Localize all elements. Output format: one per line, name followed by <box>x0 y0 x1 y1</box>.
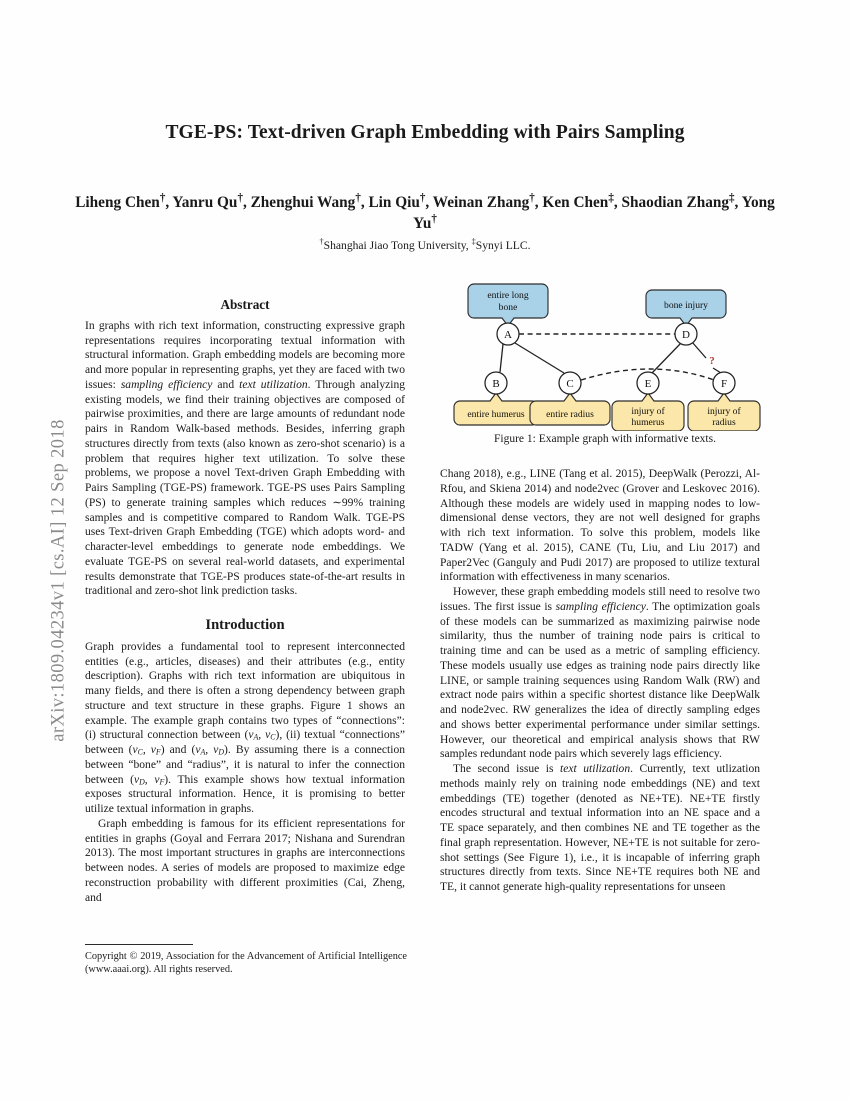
yellow-bubble-injury-of-radius <box>688 393 760 431</box>
figure-1-caption: Figure 1: Example graph with informative texts. <box>494 433 716 445</box>
node-label-C: C <box>566 378 574 390</box>
blue-bubble-bone-injury <box>646 290 726 326</box>
affiliation-line: †Shanghai Jiao Tong University, ‡Synyi LLC. <box>319 236 531 252</box>
node-label-B: B <box>492 378 500 390</box>
yellow-bubble-E-line1: injury of <box>631 406 665 417</box>
graph-node-F <box>713 372 735 394</box>
graph-node-C <box>559 372 581 394</box>
node-label-F: F <box>720 378 728 390</box>
yellow-bubble-B-line1: entire humerus <box>467 409 525 420</box>
graph-node-E <box>637 372 659 394</box>
introduction-heading: Introduction <box>205 617 285 634</box>
solid-edge-A-C <box>515 343 564 373</box>
blue-bubble-A-line2: bone <box>498 302 518 313</box>
blue-bubble-D-line1: bone injury <box>664 300 708 311</box>
abstract-body: In graphs with rich text information, constructing expressive graph representations requires incorporating textual information with structural information. Graph embedding models are becoming more and more popular in representing graphs, yet they are faced with two issues: sampling efficiency and text utilization. Through analyzing existing models, we find their training objectives are composed of pairwise proximities, and there are large amounts of redundant node pairs in Random Walk-based methods. Besides, inferring graph structures directly from texts (also known as zero-shot scenario) is a problem that requires higher text utilization. To solve these problems, we propose a novel Text-driven Graph Embedding with Pairs Sampling (TGE-PS) framework. TGE-PS uses Pairs Sampling (PS) to generate training samples which reduces ∼99% training samples and is competitive compared to Random Walk. TGE-PS uses Text-driven Graph Embedding (TGE) which adopts word- and character-level embeddings to generate node embeddings. We evaluate TGE-PS on several real-world datasets, and experimental results demonstrate that TGE-PS produces state-of-the-art results in traditional and zero-shot link prediction tasks. <box>85 319 405 598</box>
figure-1 <box>440 276 770 445</box>
question-mark-label: ? <box>709 355 715 367</box>
right-paragraph-3: The second issue is text utilization. Currently, text utlization methods mainly rely on training node embeddings (NE) and text embeddings (TE) together (denoted as NE+TE). NE+TE firstly encodes structural and textual information into an NE space and a TE space separately, and then combines NE and TE together as the final graph representation. However, NE+TE is not suitable for zero-shot settings (See Figure 1), i.e., it is incapable of inferring graph structures directly from texts. Since NE+TE requires both NE and TE, it cannot generate high-quality representations for unseen <box>440 763 760 893</box>
arxiv-stamp: arXiv:1809.04234v1 [cs.AI] 12 Sep 2018 <box>48 419 69 742</box>
right-paragraph-2: However, these graph embedding models still need to resolve two issues. The first issue is sampling efficiency. The optimization goals of these models can be summarized as maximizing pairwise node similarity, thus the number of training node pairs is critical to training time and can be used as a metric of sampling efficiency. These models usually use edges as training node pairs directly like LINE, or sample training sequences using Random Walk (RW) and extract node pairs within a specific shortest distance like DeepWalk and node2vec. RW generalizes the idea of directly sampling edges and shows better experimental performance under similar settings. However, our theoretical and empirical analysis shows that RW samples redundant node pairs which severely lags efficiency. <box>440 586 761 761</box>
solid-edge-A-B <box>500 344 503 372</box>
solid-edge-D-F-upper <box>692 342 706 358</box>
figure-1-graph <box>440 276 770 431</box>
yellow-bubble-E-line2: humerus <box>631 417 665 428</box>
author-list: Liheng Chen†, Yanru Qu†, Zhenghui Wang†, Lin Qiu†, Weinan Zhang†, Ken Chen‡, Shaodian Zhang‡, Yong Yu† <box>75 192 775 232</box>
abstract-heading: Abstract <box>220 297 270 312</box>
left-column <box>85 297 405 905</box>
node-label-E: E <box>644 378 652 390</box>
yellow-bubble-entire-radius <box>530 393 610 425</box>
title-block <box>70 120 780 253</box>
graph-node-B <box>485 372 507 394</box>
yellow-bubble-F-line2: radius <box>712 417 736 428</box>
yellow-bubble-C-line1: entire radius <box>546 409 594 420</box>
graph-node-D <box>675 323 697 345</box>
intro-paragraph-2: Graph embedding is famous for its efficient representations for entities in graphs (Goyal and Ferrara 2017; Nishana and Surendran 2013). The most important structures in graphs are interconnections between nodes. A series of models are proposed to maximize edge reconstruction probability with different proximities (Cai, Zheng, and <box>85 817 405 904</box>
figure-question-mark <box>709 355 715 367</box>
blue-bubble-A-line1: entire long <box>487 290 529 301</box>
yellow-bubble-injury-of-humerus <box>612 393 684 431</box>
solid-edge-D-E <box>652 343 681 373</box>
right-paragraph-1: Chang 2018), e.g., LINE (Tang et al. 2015), DeepWalk (Perozzi, Al-Rfou, and Skiena 2014) and node2vec (Grover and Leskovec 2016). Although these models are widely used in mapping nodes to low-dimensional dense vectors, they are not well designed for graphs with rich text information. To solve this problem, models like TADW (Yang et al. 2015), CANE (Tu, Liu, and Liu 2017) and Paper2Vec (Ganguly and Pudi 2017) are proposed to utilize textural information with effectiveness in many scenarios. <box>440 468 760 584</box>
copyright-text: Copyright © 2019, Association for the Advancement of Artificial Intelligence (www.aaai.org). All rights reserved. <box>85 951 407 976</box>
yellow-bubble-F-line1: injury of <box>707 406 741 417</box>
node-label-A: A <box>504 329 512 341</box>
page-title: TGE-PS: Text-driven Graph Embedding with Pairs Sampling <box>165 122 685 143</box>
yellow-bubble-entire-humerus <box>454 393 538 425</box>
node-label-D: D <box>682 329 690 341</box>
right-column <box>440 467 760 895</box>
intro-paragraph-1: Graph provides a fundamental tool to represent interconnected entities (e.g., articles, diseases) and their attributes (e.g., entity description). Graphs with rich text information are ubiquitous in many fields, and there is often a strong dependency between graph structure and text structure in these graphs. Figure 1 shows an example. The example graph contains two types of “connections”: (i) structural connection between ($v_A$, $v_C$), (ii) textual “connections” between ($v_C$, $v_F$) and ($v_A$, $v_D$). By assuming there is a connection between “bone” and “radius”, it is natural to infer the connection between ($v_D$, $v_F$). This example shows how textual information exposes structural information. Hence, it is promising to better utilize textual information in graphs. <box>85 640 406 815</box>
graph-node-A <box>497 323 519 345</box>
footnote-rule <box>85 944 193 945</box>
copyright-footnote <box>85 944 407 977</box>
blue-bubble-entire-long-bone <box>468 284 548 326</box>
